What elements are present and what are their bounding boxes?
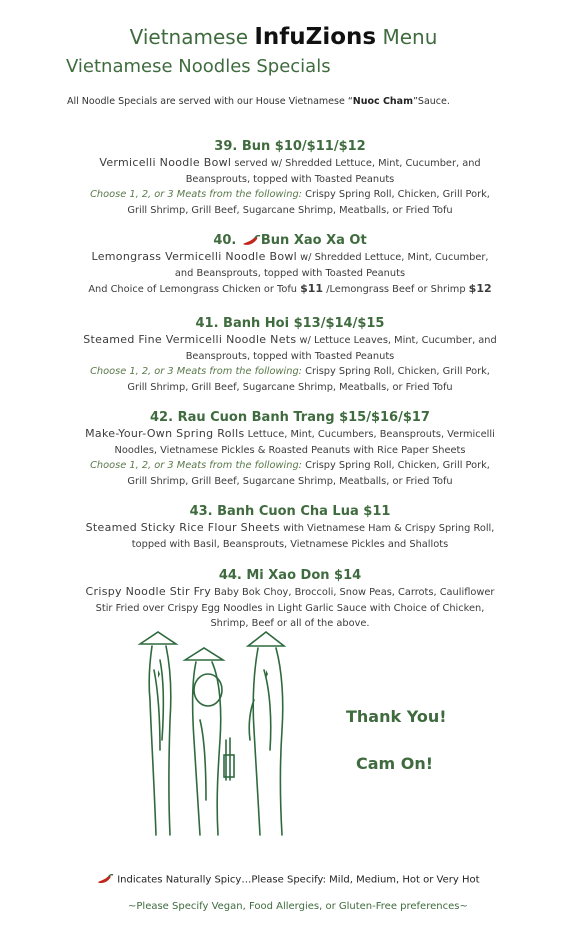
item-heading: 41. Banh Hoi $13/$14/$15 — [195, 316, 385, 331]
item-desc: Crispy Spring Roll, Chicken, Grill Pork, — [301, 189, 490, 200]
menu-title — [0, 24, 567, 50]
item-desc: Shrimp, Beef or all of the above. — [210, 618, 370, 629]
menu-item-43 — [60, 504, 520, 552]
chili-pepper-icon — [241, 235, 261, 247]
dish-name: Crispy Noodle Stir Fry — [85, 585, 212, 598]
item-desc: Stir Fried over Crispy Egg Noodles in Light Garlic Sauce with Choice of Chicken, — [95, 602, 485, 614]
choose-meats: Choose 1, 2, or 3 Meats from the following: — [90, 366, 302, 377]
item-heading: 44. Mi Xao Don $14 — [218, 568, 362, 583]
item-desc: Grill Shrimp, Grill Beef, Sugarcane Shrimp, Meatballs, or Fried Tofu — [127, 204, 453, 216]
chili-pepper-icon — [96, 874, 114, 885]
dish-name: Steamed Fine Vermicelli Noodle Nets — [83, 333, 297, 346]
item-desc: served w/ Shredded Lettuce, Mint, Cucumber, and — [231, 158, 481, 169]
menu-item-44 — [60, 568, 520, 632]
item-desc: Noodles, Vietnamese Pickles & Roasted Peanuts with Rice Paper Sheets — [114, 444, 466, 456]
dish-name: Vermicelli Noodle Bowl — [99, 156, 232, 169]
title-right: Menu — [382, 25, 438, 49]
cam-on: Cam On! — [356, 754, 434, 773]
item-desc: Grill Shrimp, Grill Beef, Sugarcane Shrimp, Meatballs, or Fried Tofu — [127, 475, 453, 487]
title-left: Vietnamese — [129, 25, 248, 49]
item-heading: 43. Banh Cuon Cha Lua $11 — [189, 504, 391, 519]
sauce-note — [67, 96, 450, 107]
note-text-b: ”Sauce. — [413, 96, 450, 107]
item-desc: w/ Shredded Lettuce, Mint, Cucumber, — [297, 252, 489, 263]
item-number: 40. — [213, 233, 237, 248]
item-name: Bun Xao Xa Ot — [260, 233, 367, 248]
item-desc: And Choice of Lemongrass Chicken or Tofu — [88, 284, 301, 295]
item-desc: and Beansprouts, topped with Toasted Peanuts — [174, 267, 406, 279]
item-desc: Crispy Spring Roll, Chicken, Grill Pork, — [301, 460, 490, 471]
item-heading: 39. Bun $10/$11/$12 — [214, 139, 366, 154]
item-desc: with Vietnamese Ham & Crispy Spring Roll, — [280, 523, 495, 534]
menu-item-41 — [60, 316, 520, 395]
item-desc: Baby Bok Choy, Broccoli, Snow Peas, Carrots, Cauliflower — [211, 587, 495, 598]
item-heading: 42. Rau Cuon Banh Trang $15/$16/$17 — [150, 410, 430, 425]
spicy-note-text: Indicates Naturally Spicy…Please Specify: Mild, Medium, Hot or Very Hot — [117, 874, 480, 886]
note-sauce-name: Nuoc Cham — [352, 96, 413, 107]
item-heading — [60, 233, 520, 249]
item-desc: Grill Shrimp, Grill Beef, Sugarcane Shrimp, Meatballs, or Fried Tofu — [127, 381, 453, 393]
item-desc: /Lemongrass Beef or Shrimp — [323, 284, 469, 295]
dish-name: Steamed Sticky Rice Flour Sheets — [85, 521, 281, 534]
choose-meats: Choose 1, 2, or 3 Meats from the following: — [90, 460, 302, 471]
note-text-a: All Noodle Specials are served with our House Vietnamese “ — [67, 96, 353, 107]
dish-name: Make-Your-Own Spring Rolls — [85, 427, 245, 440]
dish-name: Lemongrass Vermicelli Noodle Bowl — [91, 250, 298, 263]
spicy-note — [96, 874, 480, 886]
item-desc: topped with Basil, Beansprouts, Vietnamese Pickles and Shallots — [131, 538, 449, 550]
item-desc: Beansprouts, topped with Toasted Peanuts — [185, 350, 395, 362]
item-desc: Beansprouts, topped with Toasted Peanuts — [185, 173, 395, 185]
section-title: Vietnamese Noodles Specials — [66, 56, 331, 77]
price: $12 — [468, 282, 492, 295]
ao-dai-women-illustration — [130, 630, 310, 840]
item-desc: Lettuce, Mint, Cucumbers, Beansprouts, Vermicelli — [244, 429, 495, 440]
menu-item-42 — [60, 410, 520, 489]
preferences-note: ~Please Specify Vegan, Food Allergies, or Gluten-Free preferences~ — [128, 901, 468, 912]
thank-you: Thank You! — [346, 707, 447, 726]
brand-name: InfuZions — [254, 24, 377, 50]
menu-item-40 — [60, 233, 520, 298]
price: $11 — [300, 282, 324, 295]
menu-item-39 — [60, 139, 520, 218]
item-desc: w/ Lettuce Leaves, Mint, Cucumber, and — [296, 335, 497, 346]
item-desc: Crispy Spring Roll, Chicken, Grill Pork, — [301, 366, 490, 377]
choose-meats: Choose 1, 2, or 3 Meats from the following: — [90, 189, 302, 200]
